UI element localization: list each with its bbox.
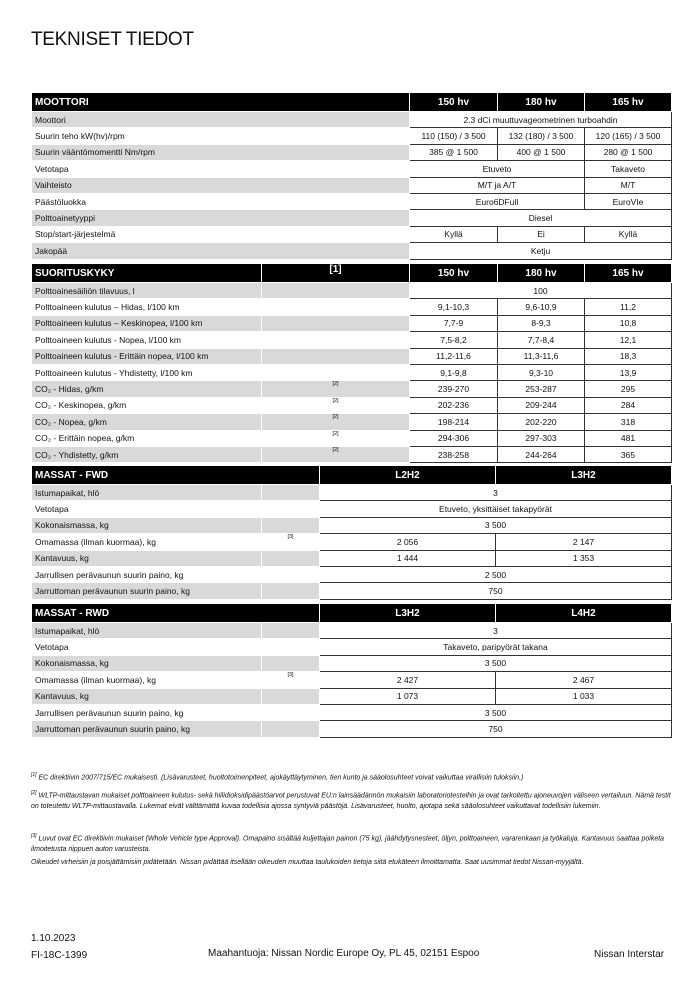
footnote-ref — [262, 655, 320, 671]
footnote-ref: [2] — [262, 397, 410, 413]
row-label: Polttoainetyyppi — [32, 210, 410, 226]
footnote-1: [1] EC direktiivin 2007/715/EC mukaisesti. (Lisävarusteet, huoltotoimenpiteet, ajokäyttäytyminen, tien kunto ja sääolosuhteet voivat vaikuttaa virallisiin tuloksiin.) — [31, 772, 524, 782]
row-label: Vetotapa — [32, 501, 262, 517]
row-value: 100 — [410, 283, 672, 299]
row-value: 294-306 — [410, 430, 498, 446]
row-label: Jarrullisen perävaunun suurin paino, kg — [32, 566, 262, 582]
row-value: 7,7-9 — [410, 315, 498, 331]
column-header: 180 hv — [498, 264, 585, 283]
row-value: 284 — [585, 397, 672, 413]
page-title: TEKNISET TIEDOT — [31, 29, 194, 50]
footnote-ref — [262, 721, 320, 737]
engine-header-row — [32, 93, 672, 112]
row-value: Ei — [498, 226, 585, 242]
section-title: MASSAT - RWD — [32, 604, 320, 623]
table-row — [32, 397, 672, 413]
column-header: 165 hv — [585, 264, 672, 283]
footnote-ref: [2] — [262, 381, 410, 397]
row-label: Polttoaineen kulutus - Erittäin nopea, l/100 km — [32, 348, 262, 364]
row-value: 7,5-8,2 — [410, 332, 498, 348]
column-header: 165 hv — [585, 93, 672, 112]
footnote-ref: [2] — [262, 446, 410, 462]
table-row — [32, 226, 672, 242]
row-label: Kantavuus, kg — [32, 550, 262, 566]
column-header: L4H2 — [496, 604, 672, 623]
row-value: 750 — [320, 583, 672, 599]
row-value: 400 @ 1 500 — [498, 144, 585, 160]
row-value: 2.3 dCi muuttuvageometrinen turboahdin — [410, 112, 672, 128]
row-label: CO₂ - Keskinopea, g/km — [32, 397, 262, 413]
footnote-ref — [262, 688, 320, 704]
row-value: 120 (165) / 3 500 — [585, 128, 672, 144]
footnote-ref — [262, 485, 320, 501]
row-value: Kyllä — [410, 226, 498, 242]
section-title: MASSAT - FWD — [32, 466, 320, 485]
column-header: L3H2 — [496, 466, 672, 485]
row-value: 132 (180) / 3 500 — [498, 128, 585, 144]
row-value: 9,6-10,9 — [498, 299, 585, 315]
table-row — [32, 430, 672, 446]
footer-importer: Maahantuoja: Nissan Nordic Europe Oy, PL 45, 02151 Espoo — [208, 948, 480, 959]
row-label: Omamassa (ilman kuormaa), kg — [32, 672, 262, 688]
row-value: Takaveto, paripyörät takana — [320, 639, 672, 655]
row-value: 1 033 — [496, 688, 672, 704]
performance-header-row — [32, 264, 672, 283]
row-value: 11,3-11,6 — [498, 348, 585, 364]
row-value: Kyllä — [585, 226, 672, 242]
table-row — [32, 177, 672, 193]
row-value: 238-258 — [410, 446, 498, 462]
row-label: Päästöluokka — [32, 193, 410, 209]
footnote-ref — [262, 501, 320, 517]
footnote-ref: [1] — [262, 264, 410, 283]
table-row — [32, 112, 672, 128]
row-value: 295 — [585, 381, 672, 397]
footnote-ref: [3] — [262, 672, 320, 688]
table-row — [32, 144, 672, 160]
row-label: Suurin vääntömomentti Nm/rpm — [32, 144, 410, 160]
row-value: 3 500 — [320, 704, 672, 720]
row-value: 365 — [585, 446, 672, 462]
row-value: 12,1 — [585, 332, 672, 348]
table-row — [32, 348, 672, 364]
footnote-ref — [262, 566, 320, 582]
section-title: MOOTTORI — [32, 93, 410, 112]
row-label: CO₂ - Yhdistetty, g/km — [32, 446, 262, 462]
row-label: Polttoainesäiliön tilavuus, l — [32, 283, 262, 299]
table-row — [32, 128, 672, 144]
footnote-ref — [262, 704, 320, 720]
row-value: 13,9 — [585, 364, 672, 380]
row-label: Jarruttoman perävaunun suurin paino, kg — [32, 721, 262, 737]
row-value: 318 — [585, 414, 672, 430]
row-value: 209-244 — [498, 397, 585, 413]
mass-header-row — [32, 604, 672, 623]
row-value: Takaveto — [585, 161, 672, 177]
mass-fwd-table — [31, 465, 672, 600]
table-row — [32, 721, 672, 737]
row-label: Kantavuus, kg — [32, 688, 262, 704]
table-row — [32, 583, 672, 599]
row-label: Jakopää — [32, 243, 410, 259]
footnote-ref — [262, 283, 410, 299]
table-row — [32, 566, 672, 582]
footnote-ref — [262, 517, 320, 533]
footnote-3: [3] Luvut ovat EC direktiivin mukaiset (Whole Vehicle type Approval). Omapaino sisältää kuljettajan painon (75 kg), jäähdytysnesteet, öljyn, polttoaineen, vararenkaan ja työkaluja. Kantavuus saattaa poiketa ilmoitetusta riippuen auton varusteista. — [31, 833, 665, 854]
row-value: 385 @ 1 500 — [410, 144, 498, 160]
row-value: 1 444 — [320, 550, 496, 566]
row-value: M/T ja A/T — [410, 177, 585, 193]
row-value: 750 — [320, 721, 672, 737]
table-row — [32, 243, 672, 259]
row-value: Etuveto, yksittäiset takapyörät — [320, 501, 672, 517]
table-row — [32, 414, 672, 430]
table-row — [32, 161, 672, 177]
table-row — [32, 485, 672, 501]
table-row — [32, 623, 672, 639]
table-row — [32, 315, 672, 331]
mass-rwd-table — [31, 603, 672, 738]
row-value: 239-270 — [410, 381, 498, 397]
row-value: 244-264 — [498, 446, 585, 462]
row-label: Vaihteisto — [32, 177, 410, 193]
row-value: 11,2-11,6 — [410, 348, 498, 364]
footnote-ref — [262, 332, 410, 348]
table-row — [32, 534, 672, 550]
row-value: 3 500 — [320, 655, 672, 671]
row-value: 11,2 — [585, 299, 672, 315]
table-row — [32, 299, 672, 315]
row-value: 9,1-9,8 — [410, 364, 498, 380]
row-value: 9,3-10 — [498, 364, 585, 380]
row-value: 9,1-10,3 — [410, 299, 498, 315]
row-value: 3 — [320, 485, 672, 501]
row-label: Jarruttoman perävaunun suurin paino, kg — [32, 583, 262, 599]
row-value: 481 — [585, 430, 672, 446]
row-value: Diesel — [410, 210, 672, 226]
table-row — [32, 364, 672, 380]
row-value: 2 500 — [320, 566, 672, 582]
table-row — [32, 517, 672, 533]
table-row — [32, 446, 672, 462]
row-value: 202-220 — [498, 414, 585, 430]
footnote-2: [2] WLTP-mittaustavan mukaiset polttoaineen kulutus- sekä hiilidioksidipäästöarvot perustuvat EU:n lainsäädännön mukaisiin laboratoriotesteihin ja ovat tarkoitettu ajoneuvojen väliseen vertailuun. Nämä testit on toteutettu WLTP-mittaustavalla. Lukemat eivät välttämättä kuvaa todellisia ajossa syntyviä päästöjä. Lisävarusteet, huolto, ajotapa sekä sääolosuhteet vaikuttavat todellisiin lukemiin. — [31, 790, 671, 811]
row-label: Moottori — [32, 112, 410, 128]
table-row — [32, 672, 672, 688]
footnote-ref: [2] — [262, 414, 410, 430]
row-value: 18,3 — [585, 348, 672, 364]
row-value: 8-9,3 — [498, 315, 585, 331]
footnote-ref — [262, 348, 410, 364]
section-title: SUORITUSKYKY — [32, 264, 262, 283]
performance-table — [31, 263, 672, 463]
row-value: 110 (150) / 3 500 — [410, 128, 498, 144]
row-value: 3 — [320, 623, 672, 639]
table-row — [32, 210, 672, 226]
row-label: Vetotapa — [32, 639, 262, 655]
row-label: Stop/start-järjestelmä — [32, 226, 410, 242]
row-label: Jarrullisen perävaunun suurin paino, kg — [32, 704, 262, 720]
row-label: Omamassa (ilman kuormaa), kg — [32, 534, 262, 550]
row-value: 198-214 — [410, 414, 498, 430]
row-label: CO₂ - Erittäin nopea, g/km — [32, 430, 262, 446]
row-label: Polttoaineen kulutus – Hidas, l/100 km — [32, 299, 262, 315]
footnote-ref: [3] — [262, 534, 320, 550]
row-value: 2 427 — [320, 672, 496, 688]
table-row — [32, 639, 672, 655]
mass-header-row — [32, 466, 672, 485]
footer-code: FI-18C-1399 — [31, 950, 88, 961]
row-value: 1 073 — [320, 688, 496, 704]
column-header: 180 hv — [498, 93, 585, 112]
footnote-ref — [262, 583, 320, 599]
row-value: 253-287 — [498, 381, 585, 397]
row-label: Polttoaineen kulutus – Keskinopea, l/100 km — [32, 315, 262, 331]
table-row — [32, 381, 672, 397]
column-header: L2H2 — [320, 466, 496, 485]
table-row — [32, 704, 672, 720]
row-value: M/T — [585, 177, 672, 193]
footer-model: Nissan Interstar — [594, 949, 665, 960]
row-label: Kokonaismassa, kg — [32, 655, 262, 671]
row-label: Istumapaikat, hlö — [32, 623, 262, 639]
row-value: 1 353 — [496, 550, 672, 566]
footnote-ref — [262, 315, 410, 331]
table-row — [32, 655, 672, 671]
row-label: Vetotapa — [32, 161, 410, 177]
column-header: 150 hv — [410, 264, 498, 283]
row-label: Polttoaineen kulutus - Yhdistetty, l/100 km — [32, 364, 262, 380]
row-value: 10,8 — [585, 315, 672, 331]
row-label: Istumapaikat, hlö — [32, 485, 262, 501]
footnote-ref — [262, 639, 320, 655]
footnote-ref — [262, 623, 320, 639]
table-row — [32, 550, 672, 566]
row-label: Polttoaineen kulutus - Nopea, l/100 km — [32, 332, 262, 348]
row-label: CO₂ - Nopea, g/km — [32, 414, 262, 430]
engine-table — [31, 92, 672, 260]
row-value: 202-236 — [410, 397, 498, 413]
row-label: Suurin teho kW(hv)/rpm — [32, 128, 410, 144]
table-row — [32, 193, 672, 209]
footnote-ref — [262, 550, 320, 566]
row-value: Ketju — [410, 243, 672, 259]
footnote-disclaimer: Oikeudet virheisiin ja poisjättämisiin pidätetään. Nissan pidättää itsellään oikeuden muuttaa taulukoiden tietoja siitä etukäteen ilmoittamatta. Saat uusimmat tiedot Nissan-myyjältä. — [31, 859, 584, 866]
table-row — [32, 501, 672, 517]
table-row — [32, 283, 672, 299]
footer-date: 1.10.2023 — [31, 933, 76, 944]
footnote-ref — [262, 364, 410, 380]
row-value: EuroVIe — [585, 193, 672, 209]
row-value: 280 @ 1 500 — [585, 144, 672, 160]
row-value: 2 147 — [496, 534, 672, 550]
row-label: Kokonaismassa, kg — [32, 517, 262, 533]
column-header: L3H2 — [320, 604, 496, 623]
row-value: Euro6DFull — [410, 193, 585, 209]
footnote-ref: [2] — [262, 430, 410, 446]
row-value: Etuveto — [410, 161, 585, 177]
row-value: 3 500 — [320, 517, 672, 533]
row-value: 297-303 — [498, 430, 585, 446]
table-row — [32, 332, 672, 348]
column-header: 150 hv — [410, 93, 498, 112]
row-value: 2 467 — [496, 672, 672, 688]
table-row — [32, 688, 672, 704]
footnote-ref — [262, 299, 410, 315]
row-value: 2 056 — [320, 534, 496, 550]
row-value: 7,7-8,4 — [498, 332, 585, 348]
row-label: CO₂ - Hidas, g/km — [32, 381, 262, 397]
